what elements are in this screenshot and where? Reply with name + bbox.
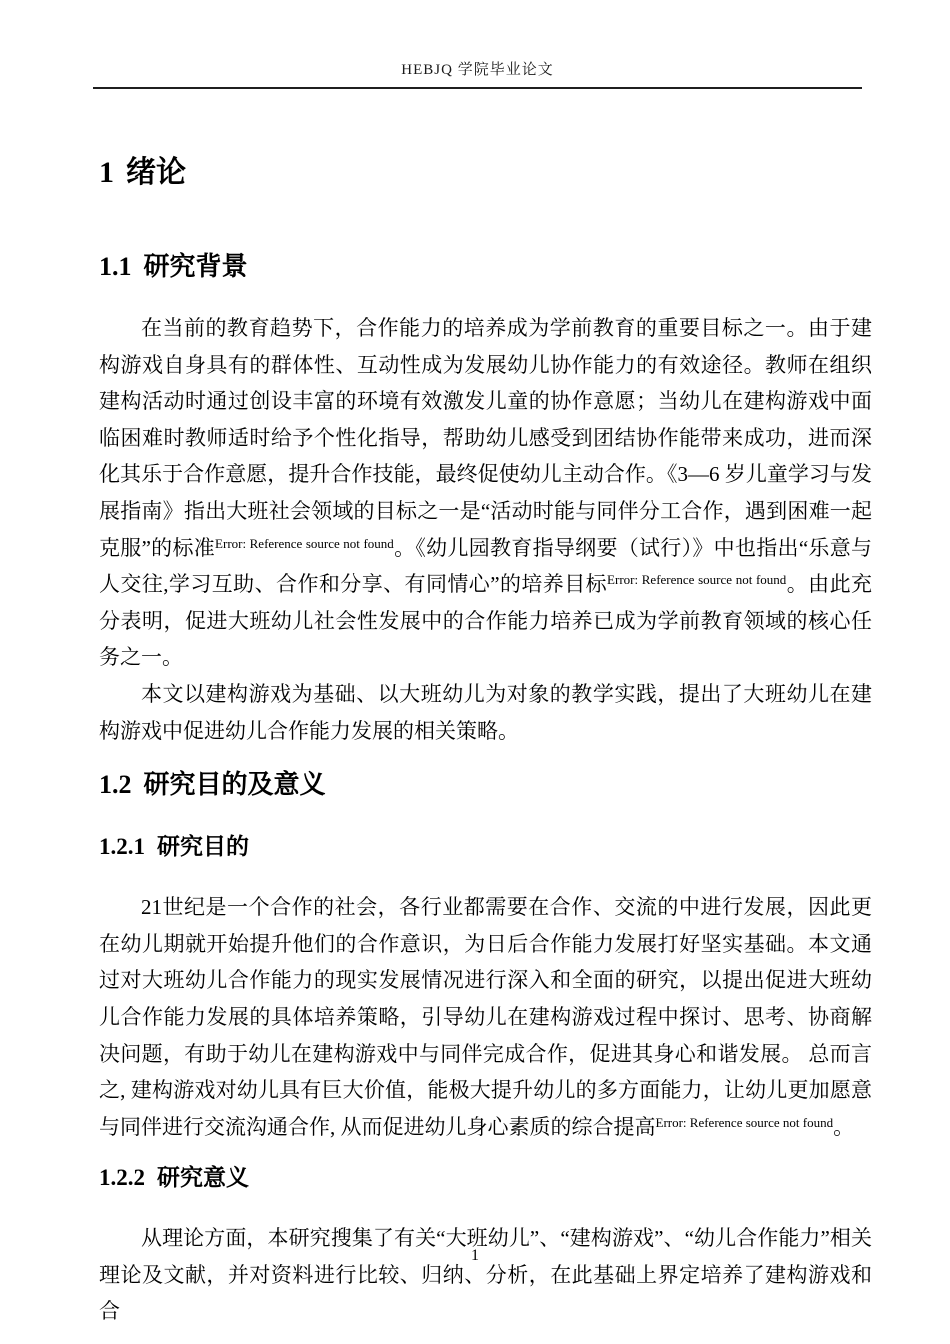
section-title: 研究意义	[157, 1164, 249, 1191]
reference-error-superscript: Error: Reference source not found	[607, 572, 787, 588]
body-paragraph	[99, 1220, 872, 1330]
paragraph-text: 。由此充分表明，促进大班幼儿社会性发展中的合作能力培养已成为学前教育领域的核心任务之一。	[99, 572, 872, 670]
section-title: 研究目的	[157, 833, 249, 860]
document-body	[99, 153, 872, 1330]
body-paragraph	[99, 310, 872, 676]
chapter-heading	[99, 153, 872, 193]
paragraph-text: 21世纪是一个合作的社会，各行业都需要在合作、交流的中进行发展，因此更在幼儿期就开始提升他们的合作意识，为日后合作能力发展打好坚实基础。本文通过对大班幼儿合作能力的现实发展情况进行深入和全面的研究，以提出促进大班幼儿合作能力发展的具体培养策略，引导幼儿在建构游戏过程中探讨、思考、协商解决问题，有助于幼儿在建构游戏中与同伴完成合作，促进其身心和谐发展。 总而言之, 建构游戏对幼儿具有巨大价值，能极大提升幼儿的多方面能力，让幼儿更加愿意与同伴进行交流沟通合作, 从而促进幼儿身心素质的综合提高	[99, 895, 872, 1139]
chapter-number: 1	[99, 156, 114, 189]
section-number: 1.1	[99, 252, 132, 281]
page-number: 1	[471, 1247, 479, 1264]
section-heading-1.1	[99, 249, 872, 284]
section-title: 研究目的及意义	[143, 769, 326, 800]
sections-container	[99, 249, 872, 1330]
section-number: 1.2.1	[99, 834, 145, 860]
section-number: 1.2.2	[99, 1165, 145, 1191]
paragraph-text: 从理论方面，本研究搜集了有关“大班幼儿”、“建构游戏”、“幼儿合作能力”相关理论及文献，并对资料进行比较、归纳、分析，在此基础上界定培养了建构游戏和合	[99, 1226, 872, 1324]
reference-error-superscript: Error: Reference source not found	[215, 535, 394, 551]
section-number: 1.2	[99, 770, 132, 800]
paragraph-text: 。	[833, 1114, 855, 1139]
header-title: HEBJQ 学院毕业论文	[401, 62, 554, 78]
chapter-title: 绪论	[126, 156, 186, 189]
reference-error-superscript: Error: Reference source not found	[655, 1114, 834, 1130]
page-header	[93, 0, 862, 89]
paragraph-text: 。《幼儿园教育指导纲要（试行）》中也指出“乐意与人交往,学习互助、合作和分享、有同情心”的培养目标	[99, 535, 872, 597]
section-title: 研究背景	[143, 251, 248, 281]
section-heading-1.2.1	[99, 830, 872, 863]
body-paragraph	[99, 676, 872, 749]
body-paragraph	[99, 889, 872, 1145]
section-heading-1.2	[99, 767, 872, 802]
paragraph-text: 在当前的教育趋势下，合作能力的培养成为学前教育的重要目标之一。由于建构游戏自身具有的群体性、互动性成为发展幼儿协作能力的有效途径。教师在组织建构活动时通过创设丰富的环境有效激发儿童的协作意愿；当幼儿在建构游戏中面临困难时教师适时给予个性化指导，帮助幼儿感受到团结协作能带来成功，进而深化其乐于合作意愿，提升合作技能，最终促使幼儿主动合作。《3—6 岁儿童学习与发展指南》指出大班社会领域的目标之一是“活动时能与同伴分工合作，遇到困难一起克服”的标准	[99, 316, 872, 560]
header-rule	[93, 87, 862, 89]
paragraph-text: 本文以建构游戏为基础、以大班幼儿为对象的教学实践，提出了大班幼儿在建构游戏中促进幼儿合作能力发展的相关策略。	[99, 681, 872, 743]
page-footer	[0, 1246, 950, 1266]
section-heading-1.2.2	[99, 1161, 872, 1194]
